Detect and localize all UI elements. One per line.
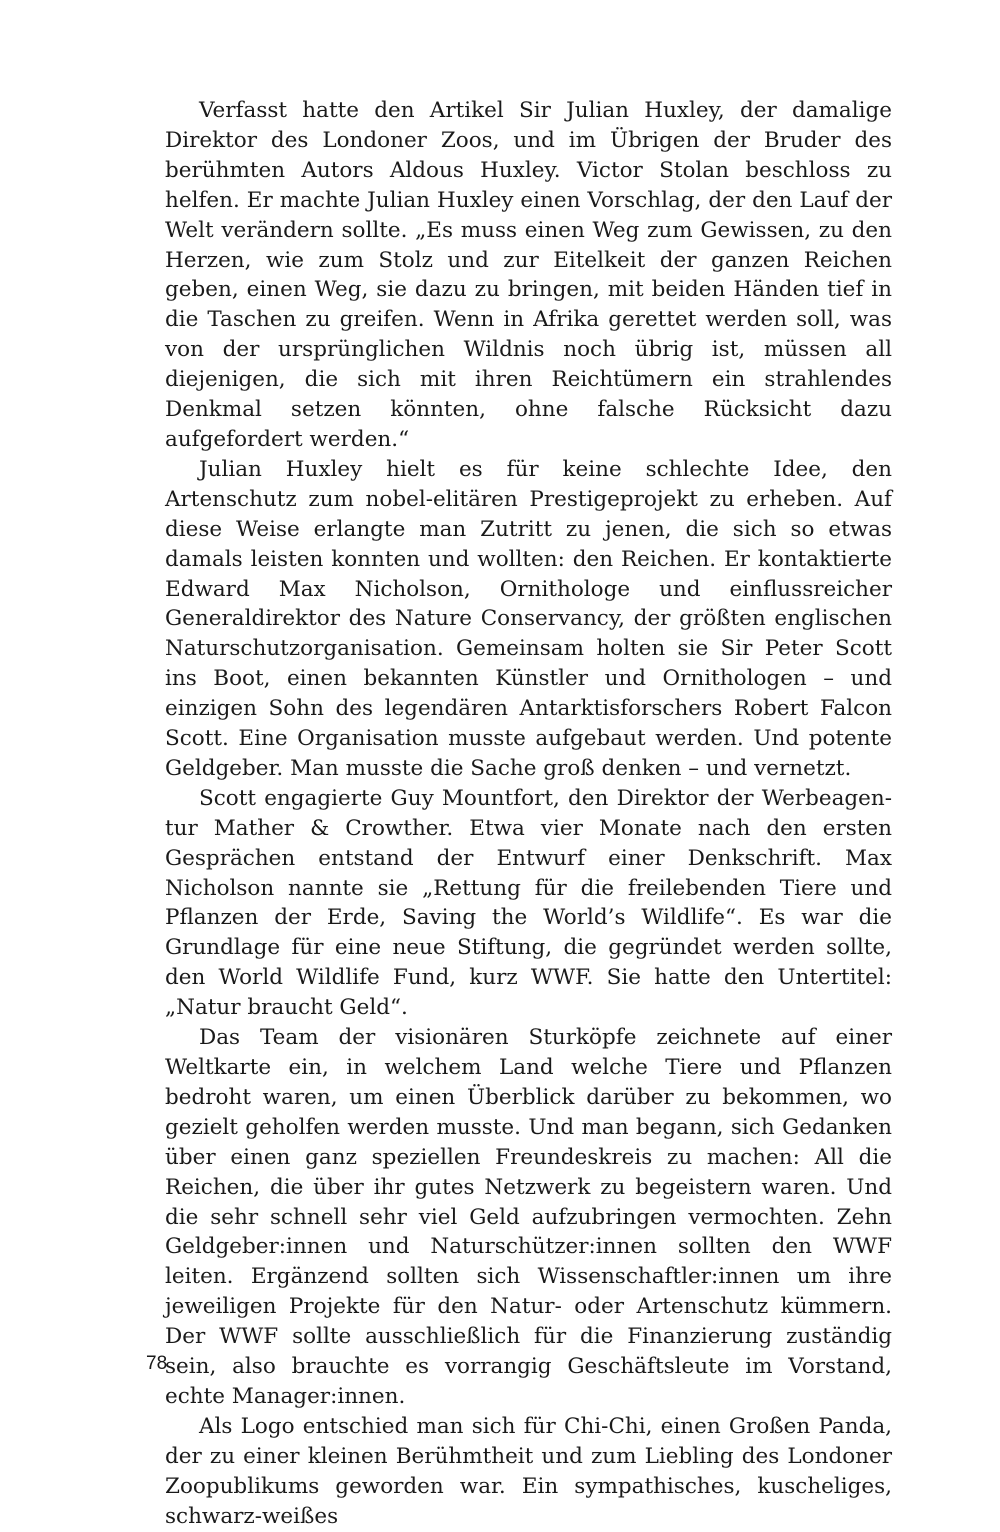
body-text — [165, 96, 892, 1532]
page-number: 78 — [146, 1353, 168, 1374]
paragraph-2: Julian Huxley hielt es für keine schlechte Idee, den Artenschutz zum nobel-elitären Prestigeprojekt zu erheben. Auf diese Weise erlangte man Zutritt zu jenen, die sich so etwas damals leisten konnten und wollten: den Reichen. Er kontaktierte Edward Max Nicholson, Ornithologe und einflussreicher Generaldirektor des Nature Conservancy, der größten englischen Naturschutzorganisation. Gemeinsam holten sie Sir Peter Scott ins Boot, einen bekannten Künstler und Ornithologen – und einzigen Sohn des legendären Antarktisforschers Robert Falcon Scott. Eine Organisation musste aufgebaut werden. Und potente Geldgeber. Man musste die Sache groß denken – und vernetzt. — [165, 456, 892, 781]
paragraph-5: Als Logo entschied man sich für Chi-Chi, einen Großen Panda, der zu einer kleinen Berühmtheit und zum Liebling des Londoner Zoopublikums geworden war. Ein sympathisches, kuscheliges, schwarz-weißes — [165, 1413, 892, 1529]
paragraph-4: Das Team der visionären Sturköpfe zeichnete auf einer Weltkarte ein, in welchem Land welche Tiere und Pflanzen bedroht waren, um einen Überblick darüber zu bekommen, wo gezielt geholfen werden musste. Und man begann, sich Gedanken über einen ganz speziellen Freundeskreis zu machen: All die Reichen, die über ihr gutes Netzwerk zu begeistern waren. Und die sehr schnell sehr viel Geld aufzubringen vermochten. Zehn Geldgeber:innen und Naturschützer:innen sollten den WWF leiten. Ergänzend sollten sich Wissenschaftler:innen um ihre jeweiligen Projekte für den Natur- oder Artenschutz kümmern. Der WWF sollte ausschließlich für die Finanzierung zuständig sein, also brauchte es vorrangig Geschäftsleute im Vorstand, echte Manager:innen. — [165, 1025, 892, 1409]
paragraph-1: Verfasst hatte den Artikel Sir Julian Huxley, der damalige Direktor des Londoner Zoos, und im Übrigen der Bruder des berühmten Autors Aldous Huxley. Victor Stolan beschloss zu helfen. Er machte Julian Huxley einen Vorschlag, der den Lauf der Welt verändern sollte. „Es muss einen Weg zum Gewissen, zu den Herzen, wie zum Stolz und zur Eitelkeit der ganzen Reichen geben, einen Weg, sie dazu zu bringen, mit beiden Händen tief in die Taschen zu greifen. Wenn in Afrika gerettet werden soll, was von der ursprünglichen Wildnis noch übrig ist, müssen all diejenigen, die sich mit ihren Reichtümern ein strahlendes Denkmal setzen könnten, ohne falsche Rücksicht dazu aufgefordert werden.“ — [165, 98, 892, 452]
paragraph-3: Scott engagierte Guy Mountfort, den Direktor der Werbeagentur Mather & Crowther. Etwa vier Monate nach den ersten Gesprächen entstand der Entwurf einer Denkschrift. Max Nicholson nannte sie „Rettung für die freilebenden Tiere und Pflanzen der Erde, Saving the World’s Wildlife“. Es war die Grundlage für eine neue Stiftung, die gegründet werden sollte, den World Wildlife Fund, kurz WWF. Sie hatte den Untertitel: „Natur braucht Geld“. — [165, 785, 892, 1021]
